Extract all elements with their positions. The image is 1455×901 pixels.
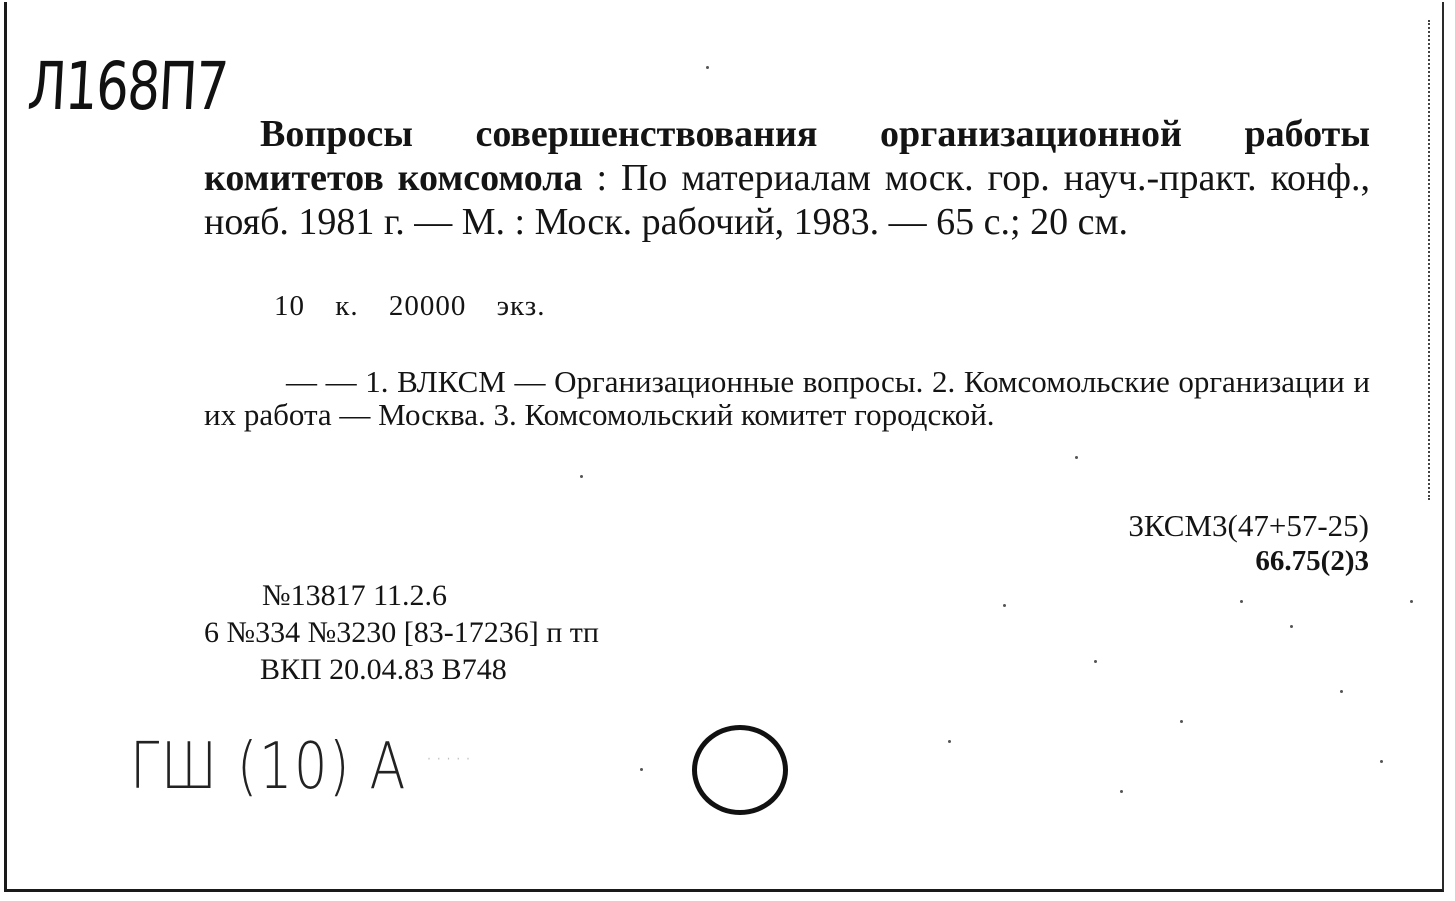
scan-speck (1410, 600, 1413, 603)
scan-speck (1120, 790, 1123, 793)
technical-data (204, 577, 599, 688)
handwritten-note (130, 730, 474, 804)
tech-line-1: №13817 11.2.6 (262, 579, 448, 612)
handwritten-note-faint: ····· (425, 742, 475, 775)
subject-headings (204, 365, 1370, 431)
scan-speck (1075, 456, 1078, 459)
scan-speck (580, 475, 583, 478)
scan-speck (1003, 604, 1006, 607)
scan-speck (1240, 600, 1243, 603)
tech-line-3: ВКП 20.04.83 В748 (260, 653, 507, 686)
subject-headings-text: — — 1. ВЛКСМ — Организационные вопросы. 2. Комсомольские организации и их работа — Москва. 3. Комсомольский комитет городской. (204, 364, 1370, 432)
scan-speck (1290, 625, 1293, 628)
scan-speck (1180, 720, 1183, 723)
book-title: Вопросы совершенствования организационной работы комитетов комсомола (204, 113, 1370, 199)
scan-speck (1340, 690, 1343, 693)
publication-details: : По материалам моск. гор. науч.-практ. конф., нояб. 1981 г. — М. : Моск. рабочий, 1983. — 65 с.; 20 см. (204, 157, 1370, 243)
scan-speck (1094, 660, 1097, 663)
shelfmark-handwritten: Л168П7 (25, 48, 230, 125)
handwritten-note-text: ГШ (10) А (130, 730, 408, 804)
scan-speck (706, 66, 709, 69)
tech-line-2: 6 №334 №3230 [83-17236] п тп (204, 616, 599, 649)
scan-speck (640, 768, 643, 771)
circle-stamp (692, 725, 788, 815)
scan-speck (1380, 760, 1383, 763)
classification-index-2: 66.75(2)3 (1255, 545, 1369, 577)
card-edge-mark (1428, 20, 1433, 500)
classification-index-1: 3КСМ3(47+57-25) (1128, 508, 1369, 543)
bibliographic-description (204, 112, 1370, 244)
scan-speck (948, 740, 951, 743)
price-and-print-run: 10 к. 20000 экз. (274, 290, 546, 322)
